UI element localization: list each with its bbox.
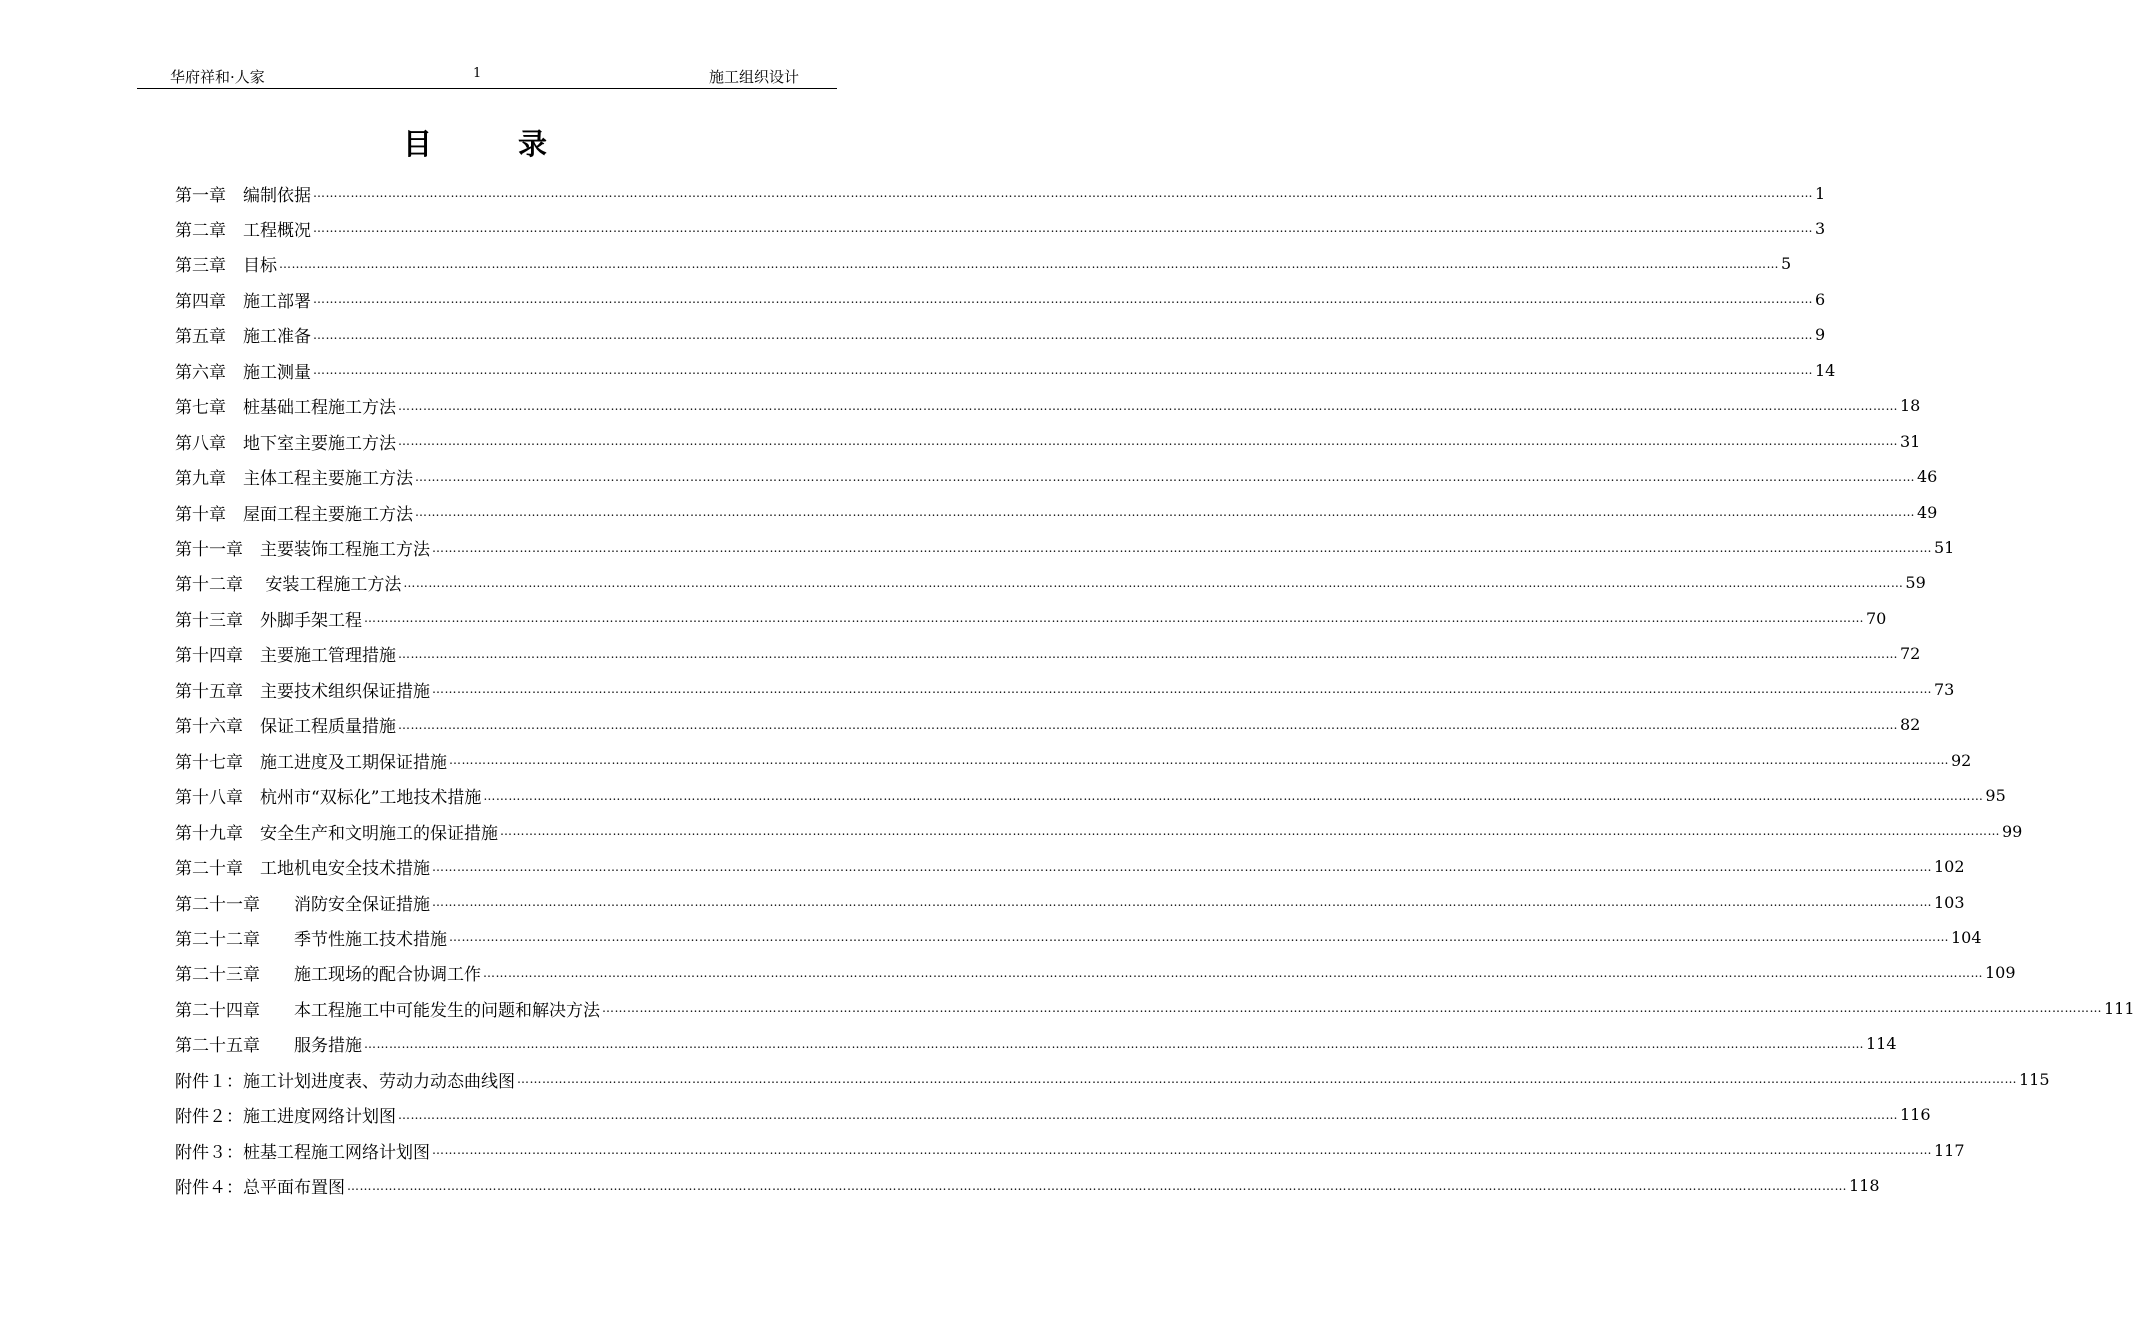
toc-entry[interactable] bbox=[175, 1029, 1897, 1059]
toc-entry[interactable] bbox=[175, 887, 1965, 917]
toc-entry-page: 51 bbox=[1934, 538, 1955, 557]
toc-entry[interactable] bbox=[175, 958, 2016, 988]
toc-leader-dots: ……………………………………………………………………………………………………………………………………………………………………………………………………………………………………………………………………………………………………………………………… bbox=[432, 1143, 1932, 1158]
toc-leader-dots: ……………………………………………………………………………………………………………………………………………………………………………………………………………………………………………………………………………………………………………………………… bbox=[415, 469, 1915, 484]
toc-entry-label: 第十一章 主要装饰工程施工方法 bbox=[175, 540, 430, 560]
toc-entry[interactable] bbox=[175, 284, 1826, 314]
toc-leader-dots: ……………………………………………………………………………………………………………………………………………………………………………………………………………………………………………………………………………………………………………………………… bbox=[313, 186, 1813, 200]
toc-entry-page: 114 bbox=[1866, 1034, 1897, 1054]
toc-entry-label: 第一章 编制依据 bbox=[175, 185, 311, 206]
page-title: 目录 bbox=[402, 127, 633, 161]
toc-entry-label: 第十九章 安全生产和文明施工的保证措施 bbox=[175, 823, 498, 844]
toc-entry-page: 118 bbox=[1849, 1176, 1880, 1196]
toc-leader-dots: ……………………………………………………………………………………………………………………………………………………………………………………………………………………………………………………………………………………………………………………………… bbox=[313, 292, 1813, 307]
toc-entry-page: 5 bbox=[1781, 254, 1792, 274]
toc-entry-label: 第十三章 外脚手架工程 bbox=[175, 610, 362, 631]
toc-leader-dots: ……………………………………………………………………………………………………………………………………………………………………………………………………………………………………………………………………………………………………………………………… bbox=[602, 1001, 2102, 1016]
toc-entry-page: 117 bbox=[1934, 1140, 1965, 1160]
toc-entry[interactable] bbox=[175, 1135, 1965, 1165]
toc-leader-dots: ……………………………………………………………………………………………………………………………………………………………………………………………………………………………………………………………………………………………………………………………… bbox=[398, 717, 1898, 732]
toc-leader-dots: ……………………………………………………………………………………………………………………………………………………………………………………………………………………………………………………………………………………………………………………………… bbox=[313, 221, 1813, 236]
toc-entry[interactable] bbox=[175, 781, 2006, 811]
toc-entry-page: 111 bbox=[2104, 998, 2135, 1018]
toc-leader-dots: ……………………………………………………………………………………………………………………………………………………………………………………………………………………………………………………………………………………………………………………………… bbox=[398, 646, 1898, 661]
toc-entry-page: 115 bbox=[2019, 1069, 2050, 1089]
toc-entry-label: 第四章 施工部署 bbox=[175, 291, 311, 312]
toc-entry-page: 59 bbox=[1905, 573, 1926, 593]
toc-entry-label: 附件２：施工进度网络计划图 bbox=[175, 1107, 396, 1128]
toc-leader-dots: ……………………………………………………………………………………………………………………………………………………………………………………………………………………………………………………………………………………………………………………………… bbox=[432, 540, 1932, 555]
toc-leader-dots: ……………………………………………………………………………………………………………………………………………………………………………………………………………………………………………………………………………………………………………………………… bbox=[403, 575, 1904, 590]
toc-entry[interactable] bbox=[175, 462, 1938, 492]
toc-entry[interactable] bbox=[175, 852, 1965, 882]
toc-leader-dots: ……………………………………………………………………………………………………………………………………………………………………………………………………………………………………………………………………………………………………………………………… bbox=[347, 1178, 1847, 1193]
toc-entry-label: 附件３：桩基工程施工网络计划图 bbox=[175, 1142, 430, 1163]
toc-entry-page: 1 bbox=[1815, 183, 1826, 203]
toc-entry[interactable] bbox=[175, 674, 1955, 704]
toc-entry-page: 72 bbox=[1900, 644, 1921, 664]
toc-entry-page: 92 bbox=[1951, 750, 1972, 770]
toc-leader-dots: ……………………………………………………………………………………………………………………………………………………………………………………………………………………………………………………………………………………………………………………………… bbox=[517, 1072, 2017, 1087]
toc-entry-label: 第二十章 工地机电安全技术措施 bbox=[175, 859, 430, 880]
toc-entry[interactable] bbox=[175, 213, 1826, 243]
header-project-name: 华府祥和·人家 bbox=[170, 68, 265, 86]
toc-leader-dots: ……………………………………………………………………………………………………………………………………………………………………………………………………………………………………………………………………………………………………………………………… bbox=[500, 824, 2000, 839]
toc-entry[interactable] bbox=[175, 1064, 2050, 1094]
toc-entry[interactable] bbox=[175, 568, 1926, 598]
toc-leader-dots: ……………………………………………………………………………………………………………………………………………………………………………………………………………………………………………………………………………………………………………………………… bbox=[415, 505, 1915, 520]
toc-entry-page: 6 bbox=[1815, 289, 1826, 309]
toc-entry[interactable] bbox=[175, 533, 1955, 563]
toc-entry-page: 82 bbox=[1900, 715, 1921, 735]
toc-entry-page: 73 bbox=[1934, 679, 1955, 699]
toc-entry-label: 第九章 主体工程主要施工方法 bbox=[175, 469, 413, 490]
toc-entry[interactable] bbox=[175, 745, 1972, 775]
toc-entry-page: 95 bbox=[1985, 786, 2006, 806]
toc-entry[interactable] bbox=[175, 178, 1826, 208]
toc-entry[interactable] bbox=[175, 816, 2023, 846]
toc-entry-label: 附件４：总平面布置图 bbox=[175, 1178, 345, 1199]
toc-entry-label: 第八章 地下室主要施工方法 bbox=[175, 433, 396, 454]
toc-entry[interactable] bbox=[175, 922, 1982, 952]
toc-entry[interactable] bbox=[175, 1100, 1931, 1130]
toc-entry-page: 14 bbox=[1815, 360, 1836, 380]
toc-entry-page: 49 bbox=[1917, 502, 1938, 522]
toc-entry-label: 第十八章 杭州市“双标化”工地技术措施 bbox=[175, 788, 482, 809]
toc-leader-dots: ……………………………………………………………………………………………………………………………………………………………………………………………………………………………………………………………………………………………………………………………… bbox=[483, 965, 1983, 980]
page-header bbox=[137, 62, 837, 89]
toc-entry-label: 第二十二章 季节性施工技术措施 bbox=[175, 929, 447, 950]
toc-entry-label: 第三章 目标 bbox=[175, 256, 277, 277]
toc-entry-label: 第十六章 保证工程质量措施 bbox=[175, 717, 396, 738]
toc-entry[interactable] bbox=[175, 1171, 1880, 1201]
toc-entry-label: 第五章 施工准备 bbox=[175, 327, 311, 348]
toc-entry-page: 102 bbox=[1934, 857, 1965, 877]
toc-entry-label: 第十章 屋面工程主要施工方法 bbox=[175, 504, 413, 525]
toc-leader-dots: ……………………………………………………………………………………………………………………………………………………………………………………………………………………………………………………………………………………………………………………………… bbox=[364, 611, 1864, 626]
toc-entry-page: 3 bbox=[1815, 218, 1826, 238]
toc-leader-dots: ……………………………………………………………………………………………………………………………………………………………………………………………………………………………………………………………………………………………………………………………… bbox=[432, 895, 1932, 909]
toc-leader-dots: ……………………………………………………………………………………………………………………………………………………………………………………………………………………………………………………………………………………………………………………………… bbox=[432, 682, 1932, 697]
toc-entry[interactable] bbox=[175, 603, 1887, 633]
toc-leader-dots: ……………………………………………………………………………………………………………………………………………………………………………………………………………………………………………………………………………………………………………………………… bbox=[432, 859, 1932, 874]
toc-entry-page: 103 bbox=[1934, 892, 1965, 912]
toc-entry-page: 116 bbox=[1900, 1105, 1931, 1125]
toc-entry-label: 第十七章 施工进度及工期保证措施 bbox=[175, 752, 447, 773]
toc-entry-label: 第十二章 安装工程施工方法 bbox=[175, 575, 402, 596]
toc-leader-dots: ……………………………………………………………………………………………………………………………………………………………………………………………………………………………………………………………………………………………………………………………… bbox=[398, 398, 1898, 413]
toc-leader-dots: ……………………………………………………………………………………………………………………………………………………………………………………………………………………………………………………………………………………………………………………………… bbox=[313, 327, 1813, 342]
toc-entry-page: 31 bbox=[1900, 431, 1921, 451]
toc-leader-dots: ……………………………………………………………………………………………………………………………………………………………………………………………………………………………………………………………………………………………………………………………… bbox=[483, 788, 1984, 803]
toc-entry-page: 46 bbox=[1917, 467, 1938, 487]
toc-entry-page: 70 bbox=[1866, 608, 1887, 628]
toc-entry-label: 第十四章 主要施工管理措施 bbox=[175, 646, 396, 667]
toc-leader-dots: ……………………………………………………………………………………………………………………………………………………………………………………………………………………………………………………………………………………………………………………………… bbox=[449, 753, 1949, 768]
toc-entry[interactable] bbox=[175, 391, 1921, 421]
toc-entry-page: 104 bbox=[1951, 927, 1982, 947]
header-document-type: 施工组织设计 bbox=[708, 68, 799, 86]
toc-leader-dots: ……………………………………………………………………………………………………………………………………………………………………………………………………………………………………………………………………………………………………………………………… bbox=[279, 256, 1779, 271]
toc-entry[interactable] bbox=[175, 426, 1921, 456]
toc-entry-page: 99 bbox=[2002, 821, 2023, 841]
toc-entry-label: 第七章 桩基础工程施工方法 bbox=[175, 398, 396, 419]
header-page-number: 1 bbox=[473, 66, 482, 81]
toc-entry-label: 第二十一章 消防安全保证措施 bbox=[175, 894, 430, 915]
toc-entry-page: 9 bbox=[1815, 325, 1826, 345]
toc-leader-dots: ……………………………………………………………………………………………………………………………………………………………………………………………………………………………………………………………………………………………………………………………… bbox=[449, 930, 1949, 945]
toc-entry-label: 附件１：施工计划进度表、劳动力动态曲线图 bbox=[175, 1071, 515, 1092]
toc-entry-label: 第二章 工程概况 bbox=[175, 220, 311, 241]
toc-entry[interactable] bbox=[175, 320, 1826, 350]
toc-entry-label: 第六章 施工测量 bbox=[175, 362, 311, 383]
toc-leader-dots: ……………………………………………………………………………………………………………………………………………………………………………………………………………………………………………………………………………………………………………………………… bbox=[398, 1107, 1898, 1122]
toc-entry-label: 第十五章 主要技术组织保证措施 bbox=[175, 681, 430, 702]
toc-entry-label: 第二十五章 服务措施 bbox=[175, 1036, 362, 1057]
toc-leader-dots: ……………………………………………………………………………………………………………………………………………………………………………………………………………………………………………………………………………………………………………………………… bbox=[313, 363, 1813, 378]
toc-entry-label: 第二十三章 施工现场的配合协调工作 bbox=[175, 965, 481, 986]
toc-leader-dots: ……………………………………………………………………………………………………………………………………………………………………………………………………………………………………………………………………………………………………………………………… bbox=[398, 434, 1898, 449]
toc-entry[interactable] bbox=[175, 355, 1836, 385]
toc-entry[interactable] bbox=[175, 639, 1921, 669]
toc-entry[interactable] bbox=[175, 710, 1921, 740]
toc-leader-dots: ……………………………………………………………………………………………………………………………………………………………………………………………………………………………………………………………………………………………………………………………… bbox=[364, 1036, 1864, 1051]
toc-entry[interactable] bbox=[175, 993, 2135, 1023]
toc-entry-page: 109 bbox=[1985, 963, 2016, 983]
toc-entry-label: 第二十四章 本工程施工中可能发生的问题和解决方法 bbox=[175, 1000, 600, 1021]
toc-entry[interactable] bbox=[175, 497, 1938, 527]
toc-entry[interactable] bbox=[175, 249, 1792, 279]
toc-entry-page: 18 bbox=[1900, 396, 1921, 416]
